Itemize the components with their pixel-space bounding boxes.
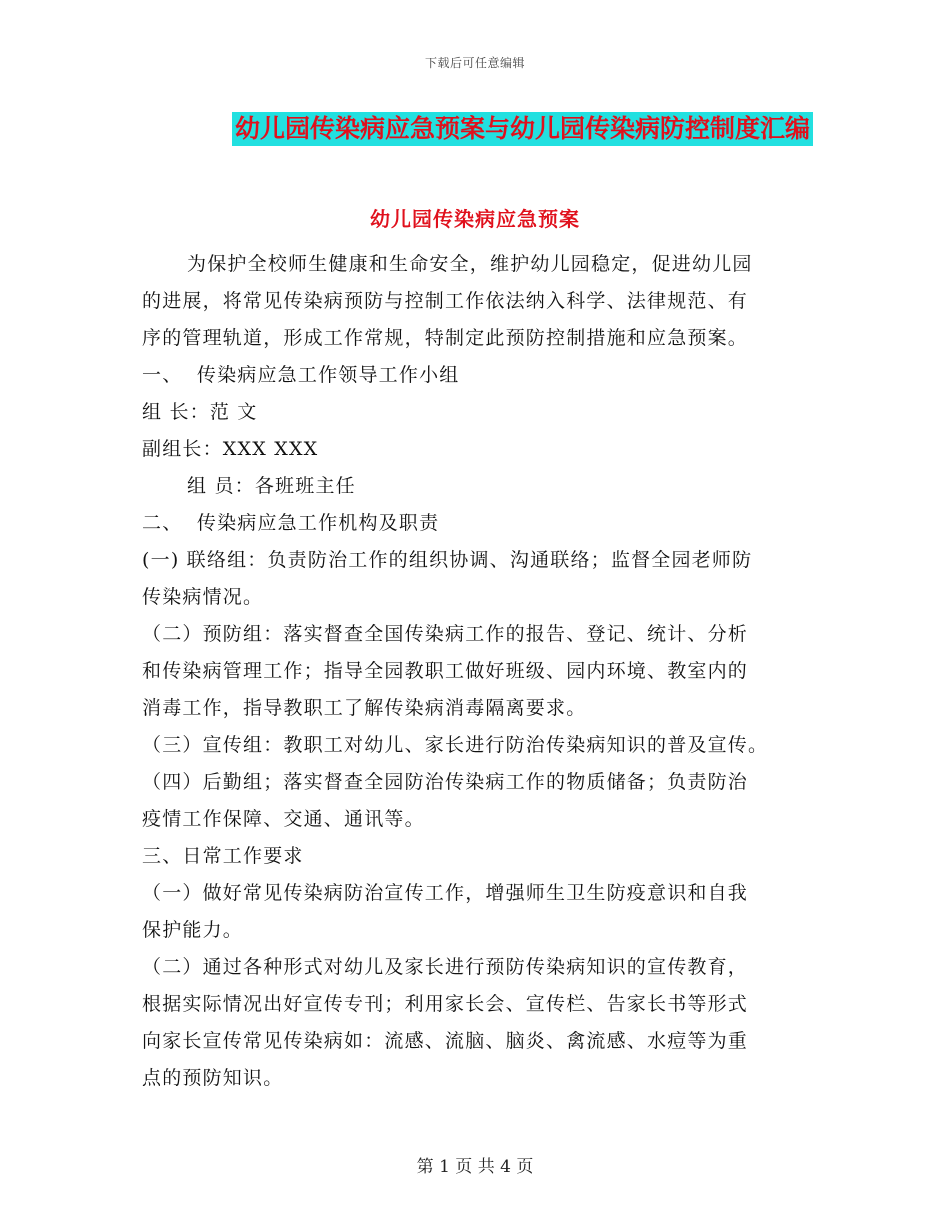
paragraph-line: （二）通过各种形式对幼儿及家长进行预防传染病知识的宣传教育， [142, 956, 749, 978]
paragraph-line: 根据实际情况出好宣传专刊；利用家长会、宣传栏、告家长书等形式 [142, 993, 749, 1015]
main-title-container [0, 112, 950, 146]
paragraph-line: 消毒工作，指导教职工了解传染病消毒隔离要求。 [142, 697, 587, 719]
paragraph-line: 序的管理轨道，形成工作常规，特制定此预防控制措施和应急预案。 [142, 327, 749, 349]
paragraph-line: 副组长：XXX XXX [142, 438, 319, 460]
paragraph-line: 向家长宣传常见传染病如：流感、流脑、脑炎、禽流感、水痘等为重 [142, 1030, 749, 1052]
paragraph-line: （三）宣传组：教职工对幼儿、家长进行防治传染病知识的普及宣传。 [142, 734, 769, 756]
paragraph-line: 和传染病管理工作；指导全园教职工做好班级、园内环境、教室内的 [142, 660, 749, 682]
main-title: 幼儿园传染病应急预案与幼儿园传染病防控制度汇编 [232, 112, 813, 146]
paragraph-line: 的进展，将常见传染病预防与控制工作依法纳入科学、法律规范、有 [142, 290, 749, 312]
paragraph-line: 为保护全校师生健康和生命安全，维护幼儿园稳定，促进幼儿园 [187, 253, 753, 275]
paragraph-line: 组 长：范 文 [142, 401, 258, 423]
paragraph-line: (一) 联络组：负责防治工作的组织协调、沟通联络；监督全园老师防 [142, 549, 753, 571]
paragraph-line: （二）预防组：落实督查全国传染病工作的报告、登记、统计、分析 [142, 623, 749, 645]
header-note: 下载后可任意编辑 [424, 56, 525, 70]
paragraph-line: 传染病情况。 [142, 586, 264, 608]
paragraph-line: 疫情工作保障、交通、通讯等。 [142, 808, 425, 830]
paragraph-line: 组 员：各班班主任 [187, 475, 356, 497]
heading-line: 一、 传染病应急工作领导工作小组 [142, 364, 460, 386]
paragraph-line: 点的预防知识。 [142, 1067, 284, 1089]
body-text [142, 246, 812, 1097]
heading-line: 二、 传染病应急工作机构及职责 [142, 512, 440, 534]
section-title: 幼儿园传染病应急预案 [370, 207, 580, 231]
paragraph-line: （四）后勤组；落实督查全园防治传染病工作的物质储备；负责防治 [142, 771, 749, 793]
heading-line: 三、日常工作要求 [142, 845, 304, 867]
paragraph-line: 保护能力。 [142, 919, 244, 941]
page-footer: 第 1 页 共 4 页 [416, 1157, 534, 1177]
paragraph-line: （一）做好常见传染病防治宣传工作，增强师生卫生防疫意识和自我 [142, 882, 749, 904]
